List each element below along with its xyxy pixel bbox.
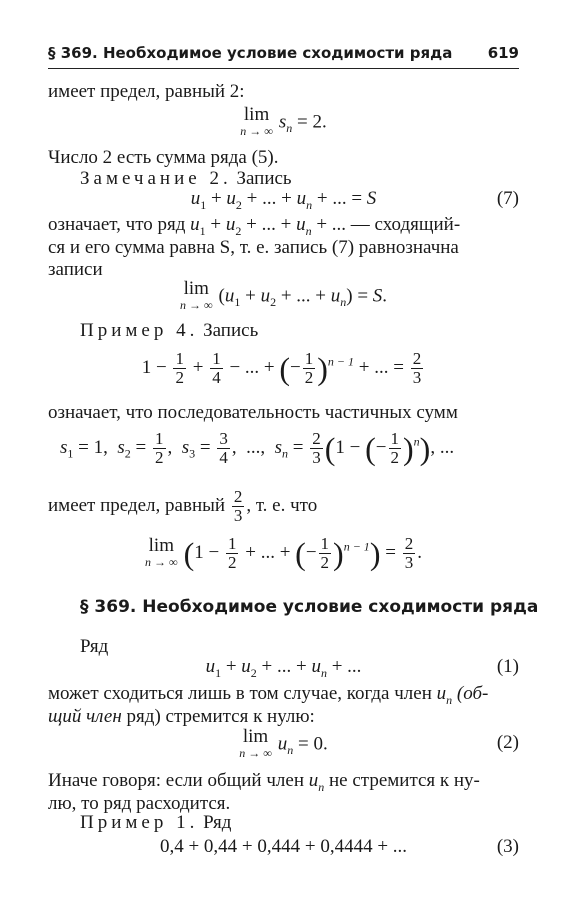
formula-lim-geometric: lim n → ∞ (1 − $\frac{1}{2}$ + ... + (− $\frac{1}{2}$ )$^{n - 1}$) = $\frac{2}{3}$ .: [145, 534, 422, 572]
running-header: [48, 44, 519, 66]
formula-series-04: 0,4 + 0,44 + 0,444 + 0,4444 + ...: [159, 836, 408, 857]
remark-line: [80, 168, 519, 190]
formula-lim-un: lim n → ∞ $u_n = 0$.: [239, 726, 328, 760]
text-line: Иначе говоря: если общий член $u_n$ не стремится к ну-: [48, 770, 480, 794]
remark-title: Замечание 2.: [80, 168, 232, 189]
text-line: имеет предел, равный 2:: [48, 81, 245, 102]
formula-partial-sums: $s_1 = 1$, $s_2$ = $\frac{1}{2}$ , $s_3$ = $\frac{3}{4}$ , ..., $s_n$ = $\frac{2}{3}$ (1 − (− $\frac{1}{2}$ )$^n$), ...: [60, 429, 455, 467]
text-line: имеет предел, равный $\frac{2}{3}$ , т. е. что: [48, 487, 318, 525]
header-title: § 369. Необходимое условие сходимости ряда: [48, 44, 453, 62]
example-text: Ряд: [203, 812, 232, 833]
page-number: 619: [487, 44, 519, 62]
example-line: [80, 812, 519, 834]
text-line: может сходиться лишь в том случае, когда член $u_n$ (об-: [48, 683, 489, 707]
section-heading: § 369. Необходимое условие сходимости ряда: [80, 597, 539, 617]
example-title: Пример 4.: [80, 320, 199, 341]
formula-series-sum: $u_1 + u_2$ + ... + $u_n$ + ... = S: [190, 188, 377, 212]
text-line: означает, что последовательность частичных сумм: [48, 402, 458, 423]
text-line: Число 2 есть сумма ряда (5).: [48, 147, 279, 168]
equation-number: (1): [496, 656, 519, 677]
text-line: означает, что ряд $u_1 + u_2$ + ... + $u_n$ + ... — сходящий-: [48, 214, 461, 238]
text-line: ся и его сумма равна S, т. е. запись (7) равнозначна: [48, 237, 459, 258]
formula-geometric-series: 1 − $\frac{1}{2}$ + $\frac{1}{4}$ − ... + (− $\frac{1}{2}$ )$^{n - 1}$ + ... = $\frac{2}{3}$: [141, 349, 422, 387]
example-text: Запись: [203, 320, 259, 341]
text-line: лю, то ряд расходится.: [48, 793, 231, 814]
example-line: [80, 320, 519, 342]
remark-text: Запись: [236, 168, 292, 189]
formula-series: $u_1 + u_2$ + ... + $u_n$ + ...: [205, 656, 362, 680]
example-title: Пример 1.: [80, 812, 199, 833]
equation-number: (2): [496, 732, 519, 753]
equation-number: (3): [496, 836, 519, 857]
header-rule: [48, 68, 519, 69]
formula-lim-partial: lim n → ∞ ($u_1 + u_2$ + ... + $u_n) = S$.: [179, 278, 388, 312]
text-line: Ряд: [80, 636, 109, 657]
equation-number: (7): [496, 188, 519, 209]
text-line: записи: [48, 259, 103, 280]
text-line: щий член ряд) стремится к нулю:: [48, 706, 315, 727]
formula-lim-sn: lim n → ∞ $s_n = 2$.: [240, 104, 327, 138]
